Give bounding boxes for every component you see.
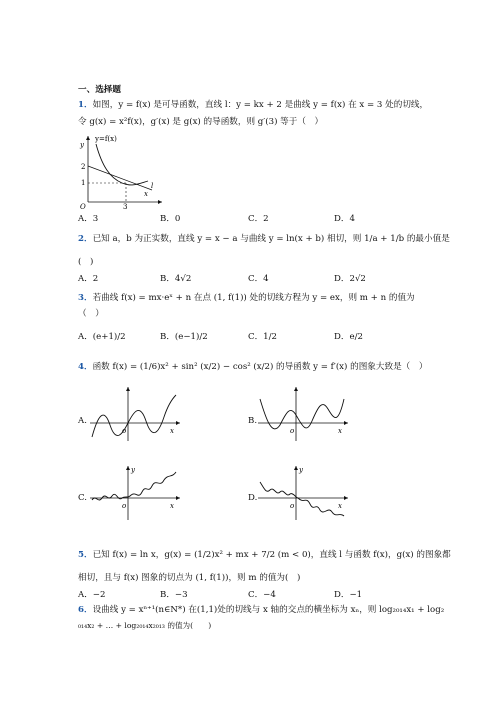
q4-text-line1: 函数 f(x) = (1/6)x² + sin² (x/2) − cos² (x/2) 的导函数 y = f′(x) 的图象大致是（ ） (92, 362, 428, 372)
q4-number: 4． (78, 362, 93, 372)
q4-graph-a (88, 385, 188, 443)
q1-x-label: x (144, 190, 148, 198)
q4c-y: y (131, 466, 135, 474)
q3-option-b: B．(e−1)/2 (160, 332, 208, 342)
q1-option-a: A．3 (78, 214, 99, 224)
q1-tick-2: 2 (81, 163, 86, 171)
q5-option-b: B．−3 (160, 590, 188, 600)
q2-option-c: C．4 (248, 274, 269, 284)
q2-option-d: D．2√2 (334, 274, 366, 284)
q1-tick-1: 1 (81, 179, 86, 187)
q1-number: 1． (78, 100, 93, 110)
q4-graph-c (88, 460, 188, 522)
section-title: 一、选择题 (78, 85, 121, 95)
q5-line2: 相切，且与 f(x) 图象的切点为 (1, f(1))，则 m 的值为( ) (78, 573, 301, 583)
q5-number: 5． (78, 550, 93, 560)
q3-line2: （ ） (78, 309, 104, 319)
q1-option-b: B．0 (160, 214, 181, 224)
q2-line2: ( ) (78, 257, 94, 267)
q2-option-a: A．2 (78, 274, 99, 284)
q6-text-line1: 设曲线 y = xⁿ⁺¹(n∈N*) 在(1,1)处的切线与 x 轴的交点的横坐标为 xₙ，则 log₂₀₁₄x₁ + log₂ (92, 605, 445, 615)
q3-option-d: D．e/2 (334, 332, 363, 342)
q4a-x: x (170, 427, 174, 435)
q5-option-c: C．−4 (248, 590, 276, 600)
q1-option-c: C．2 (248, 214, 269, 224)
q1-l-label: l (151, 182, 154, 190)
q2-number: 2． (78, 234, 93, 244)
q2-option-b: B．4√2 (160, 274, 192, 284)
q4-line1 (78, 361, 427, 373)
q6-number: 6． (78, 605, 93, 615)
q1-option-d: D．4 (334, 214, 355, 224)
q5-text-line1: 已知 f(x) = ln x，g(x) = (1/2)x² + mx + 7/2 (m < 0)，直线 l 与函数 f(x)，g(x) 的图象都 (92, 550, 451, 560)
q4-option-d-label: D. (248, 493, 258, 503)
q1-tangent-line (88, 166, 152, 190)
q1-graph (76, 132, 166, 210)
q2-text-line1: 已知 a，b 为正实数，直线 y = x − a 与曲线 y = ln(x + b) 相切，则 1/a + 1/b 的最小值是 (92, 234, 450, 244)
q1-text-line1: 如图，y = f(x) 是可导函数，直线 l：y = kx + 2 是曲线 y = f(x) 在 x = 3 处的切线， (92, 100, 429, 110)
q4b-o: o (290, 427, 295, 435)
q4-graph-b (256, 385, 356, 443)
q3-line1 (78, 292, 415, 304)
q5-option-d: D．−1 (334, 590, 363, 600)
q4-option-c-label: C. (78, 493, 88, 503)
q4-option-a-label: A. (78, 416, 87, 426)
q5-line1 (78, 549, 451, 561)
q4-option-b-label: B. (248, 416, 258, 426)
q4c-x: x (170, 502, 174, 510)
q3-option-a: A．(e+1)/2 (78, 332, 126, 342)
q2-line1 (78, 233, 450, 245)
q4d-y: y (299, 466, 303, 474)
q3-option-c: C．1/2 (248, 332, 277, 342)
q3-text-line1: 若曲线 f(x) = mx·eˣ + n 在点 (1, f(1)) 处的切线方程为 y = ex，则 m + n 的值为 (92, 293, 415, 303)
q6-line2: ₀₁₄x₂ + … + log₂₀₁₄x₂₀₁₃ 的值为( ) (78, 621, 212, 630)
q6-line1 (78, 604, 444, 616)
q1-line2: 令 g(x) = x²f(x)，g′(x) 是 g(x) 的导函数，则 g′(3) 等于（ ） (78, 117, 324, 127)
q4d-x: x (338, 502, 342, 510)
q5-option-a: A．−2 (78, 590, 106, 600)
q4-graph-d (256, 460, 356, 522)
q1-curve-label: y=f(x) (95, 135, 117, 143)
q4c-o: o (122, 502, 127, 510)
q4b-x: x (338, 427, 342, 435)
q4d-o: o (290, 502, 295, 510)
q1-origin-label: O (80, 203, 86, 210)
q1-line1 (78, 99, 428, 111)
q1-y-label: y (80, 141, 84, 149)
q1-tick-3: 3 (123, 203, 128, 210)
q4a-o: o (122, 427, 127, 435)
q3-number: 3． (78, 293, 93, 303)
